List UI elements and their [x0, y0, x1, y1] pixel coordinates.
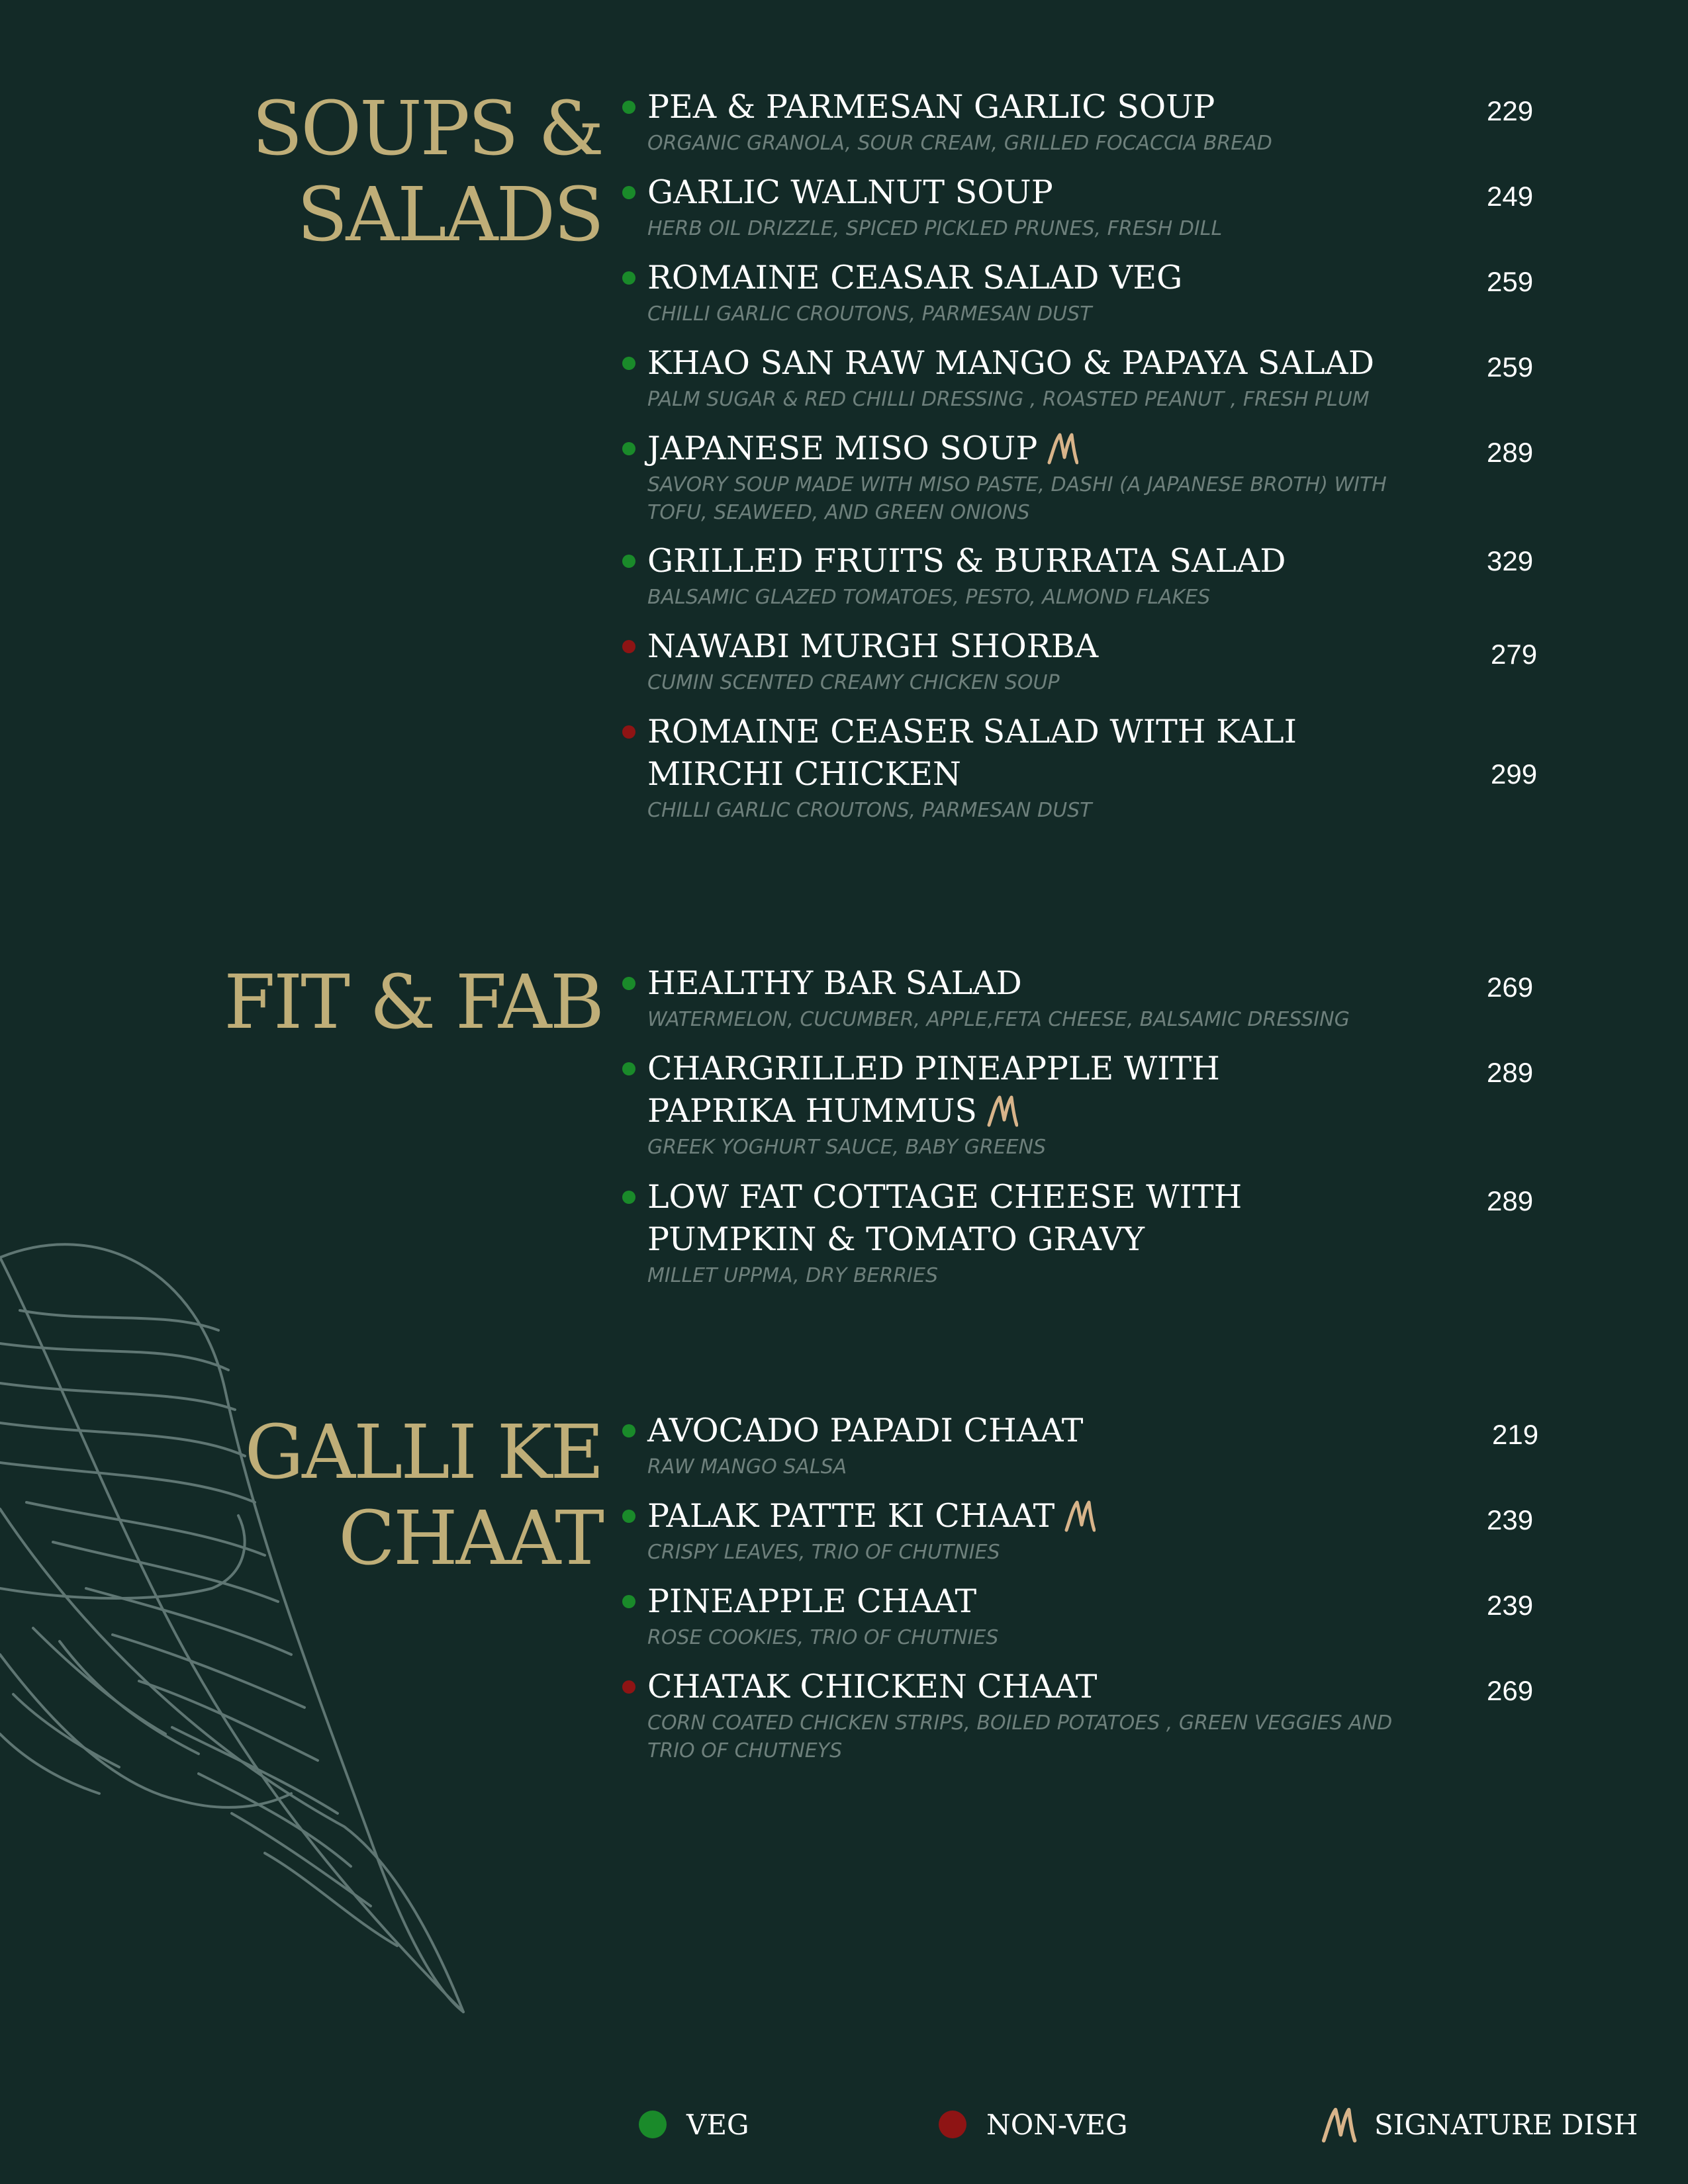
item-description: HERB OIL DRIZZLE, SPICED PICKLED PRUNES, FRESH DILL [647, 217, 1223, 240]
item-description: CHILLI GARLIC CROUTONS, PARMESAN DUST [647, 799, 1092, 822]
item-name: JAPANESE MISO SOUP [647, 430, 1038, 467]
item-price: 299 [1491, 758, 1538, 790]
menu-item [620, 1495, 1546, 1567]
veg-indicator-icon [622, 357, 635, 370]
item-description: CUMIN SCENTED CREAMY CHICKEN SOUP [647, 671, 1060, 694]
item-price: 249 [1487, 181, 1534, 212]
signature-dish-icon [1047, 431, 1078, 465]
menu-item [620, 1410, 1546, 1481]
item-price: 239 [1487, 1590, 1534, 1621]
item-name: NAWABI MURGH SHORBA [647, 627, 1099, 665]
menu-item [620, 711, 1546, 825]
item-name: CHATAK CHICKEN CHAAT [647, 1668, 1098, 1706]
menu-item [620, 1666, 1546, 1765]
menu-item [620, 257, 1546, 328]
legend-non-veg [939, 2105, 1128, 2144]
non-veg-indicator-icon [939, 2111, 966, 2138]
menu-item [620, 428, 1546, 527]
item-name: GRILLED FRUITS & BURRATA SALAD [647, 542, 1286, 580]
veg-indicator-icon [622, 271, 635, 285]
menu-item [620, 625, 1546, 697]
item-price: 279 [1491, 639, 1538, 670]
veg-indicator-icon [639, 2111, 667, 2138]
signature-dish-icon [1319, 2105, 1358, 2144]
item-description: RAW MANGO SALSA [647, 1455, 847, 1479]
item-price: 289 [1487, 1057, 1534, 1088]
section-title-fit-fab: FIT & FAB [224, 960, 602, 1046]
section-title-soups-salads: SOUPS & SALADS [252, 86, 602, 258]
menu-item [620, 86, 1546, 158]
item-price: 289 [1487, 1185, 1534, 1216]
item-name: AVOCADO PAPADI CHAAT [647, 1412, 1084, 1449]
item-name: PALAK PATTE KI CHAAT [647, 1497, 1055, 1535]
veg-indicator-icon [622, 977, 635, 990]
item-name: HEALTHY BAR SALAD [647, 964, 1022, 1002]
menu-item [620, 1048, 1546, 1161]
item-description: CRISPY LEAVES, TRIO OF CHUTNIES [647, 1541, 1000, 1564]
menu-item [620, 171, 1546, 243]
item-description: CORN COATED CHICKEN STRIPS, BOILED POTATOES , GREEN VEGGIES AND TRIO OF CHUTNEYS [647, 1711, 1393, 1762]
item-price: 219 [1492, 1419, 1539, 1450]
legend-non-veg-label: NON-VEG [986, 2108, 1128, 2141]
section-title-galli-ke-chaat: GALLI KE CHAAT [244, 1410, 602, 1582]
item-name: LOW FAT COTTAGE CHEESE WITH PUMPKIN & TOMATO GRAVY [647, 1178, 1243, 1258]
menu-item [620, 342, 1546, 414]
item-description: SAVORY SOUP MADE WITH MISO PASTE, DASHI (A JAPANESE BROTH) WITH TOFU, SEAWEED, AND GREEN ONIONS [647, 473, 1387, 524]
menu-item [620, 540, 1546, 612]
item-price: 259 [1487, 266, 1534, 297]
item-name: PEA & PARMESAN GARLIC SOUP [647, 88, 1215, 126]
veg-indicator-icon [622, 442, 635, 455]
legend-veg [639, 2105, 749, 2144]
item-price: 269 [1487, 1675, 1534, 1706]
item-description: BALSAMIC GLAZED TOMATOES, PESTO, ALMOND FLAKES [647, 586, 1211, 609]
item-name: KHAO SAN RAW MANGO & PAPAYA SALAD [647, 344, 1375, 382]
signature-dish-icon [1064, 1498, 1096, 1533]
item-price: 239 [1487, 1504, 1534, 1535]
legend-veg-label: VEG [686, 2108, 749, 2141]
legend-signature [1319, 2105, 1638, 2144]
item-price: 269 [1487, 972, 1534, 1003]
item-description: WATERMELON, CUCUMBER, APPLE,FETA CHEESE, BALSAMIC DRESSING [647, 1008, 1350, 1031]
item-price: 259 [1487, 351, 1534, 383]
menu-item [620, 1176, 1546, 1290]
item-description: PALM SUGAR & RED CHILLI DRESSING , ROASTED PEANUT , FRESH PLUM [647, 388, 1370, 411]
non-veg-indicator-icon [622, 640, 635, 653]
veg-indicator-icon [622, 1595, 635, 1608]
item-description: CHILLI GARLIC CROUTONS, PARMESAN DUST [647, 302, 1092, 326]
non-veg-indicator-icon [622, 1680, 635, 1694]
decorative-leaf-illustration [0, 1231, 503, 2025]
item-name: CHARGRILLED PINEAPPLE WITH PAPRIKA HUMMUS [647, 1050, 1220, 1130]
veg-indicator-icon [622, 101, 635, 114]
item-price: 329 [1487, 545, 1534, 576]
veg-indicator-icon [622, 1191, 635, 1204]
item-description: ROSE COOKIES, TRIO OF CHUTNIES [647, 1626, 999, 1649]
signature-dish-icon [986, 1093, 1018, 1128]
item-name: ROMAINE CEASER SALAD WITH KALI MIRCHI CHICKEN [647, 713, 1297, 793]
item-price: 229 [1487, 95, 1534, 126]
non-veg-indicator-icon [622, 725, 635, 739]
item-description: MILLET UPPMA, DRY BERRIES [647, 1264, 939, 1287]
veg-indicator-icon [622, 1424, 635, 1437]
item-name: PINEAPPLE CHAAT [647, 1582, 977, 1620]
menu-item [620, 1580, 1546, 1652]
legend-signature-label: SIGNATURE DISH [1374, 2108, 1638, 2141]
item-description: ORGANIC GRANOLA, SOUR CREAM, GRILLED FOCACCIA BREAD [647, 132, 1272, 155]
item-price: 289 [1487, 437, 1534, 468]
veg-indicator-icon [622, 186, 635, 199]
veg-indicator-icon [622, 1062, 635, 1075]
veg-indicator-icon [622, 555, 635, 568]
menu-item [620, 962, 1546, 1034]
item-name: GARLIC WALNUT SOUP [647, 173, 1053, 211]
item-name: ROMAINE CEASAR SALAD VEG [647, 259, 1183, 296]
veg-indicator-icon [622, 1510, 635, 1523]
item-description: GREEK YOGHURT SAUCE, BABY GREENS [647, 1136, 1047, 1159]
